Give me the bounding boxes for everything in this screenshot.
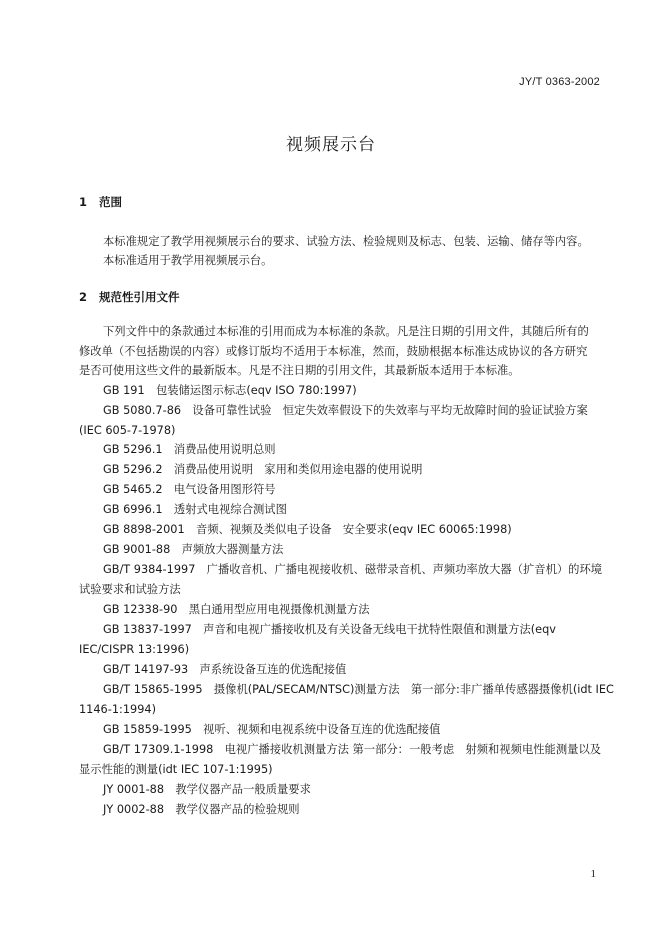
reference-text: GB 12338-90 黑白通用型应用电视摄像机测量方法 <box>103 603 370 616</box>
reference-text: GB 8898-2001 音频、视频及类似电子设备 安全要求(eqv IEC 60065:1998) <box>103 523 512 536</box>
reference-text: GB 5296.2 消费品使用说明 家用和类似用途电器的使用说明 <box>103 463 423 476</box>
reference-entry <box>79 600 594 620</box>
reference-text: GB 191 包装储运图示标志(eqv ISO 780:1997) <box>103 384 357 397</box>
reference-text: GB 5080.7-86 设备可靠性试验 恒定失效率假设下的失效率与平均无故障时间的验证试验方案 <box>103 404 588 417</box>
page-title: 视频展示台 <box>286 135 376 155</box>
section-2-number: 2 <box>79 290 88 304</box>
reference-entry <box>79 560 603 599</box>
reference-entry <box>79 680 614 719</box>
reference-entry <box>79 480 594 500</box>
section-1-title: 范围 <box>99 195 122 209</box>
section-1-paragraph-2: 本标准适用于教学用视频展示台。 <box>103 254 273 267</box>
reference-continuation: 试验要求和试验方法 <box>79 582 181 596</box>
reference-text: GB/T 9384-1997 广播收音机、广播电视接收机、磁带录音机、声频功率放大器（扩音机）的环境 <box>103 563 603 576</box>
reference-text: GB/T 14197-93 声系统设备互连的优选配接值 <box>103 663 347 676</box>
reference-entry <box>79 540 594 560</box>
reference-text: GB 5465.2 电气设备用图形符号 <box>103 483 276 496</box>
section-2-intro-line-2: 修改单（不包括勘误的内容）或修订版均不适用于本标准，然而，鼓励根据本标准达成协议的各方研究 <box>79 345 588 358</box>
reference-entry <box>79 460 594 480</box>
reference-entry <box>79 381 594 401</box>
reference-continuation: IEC/CISPR 13:1996) <box>79 642 190 656</box>
reference-entry <box>79 401 594 440</box>
section-2-intro-line-1: 下列文件中的条款通过本标准的引用而成为本标准的条款。凡是注日期的引用文件，其随后所有的 <box>103 325 589 338</box>
section-2-heading <box>79 289 180 305</box>
reference-text: GB 6996.1 透射式电视综合测试图 <box>103 503 287 516</box>
reference-text: GB 13837-1997 声音和电视广播接收机及有关设备无线电干扰特性限值和测量方法(eqv <box>103 623 556 636</box>
reference-continuation: 1146-1:1994) <box>79 702 156 716</box>
section-2-title: 规范性引用文件 <box>99 290 180 304</box>
reference-entry <box>79 780 594 800</box>
section-1-heading <box>79 194 122 210</box>
reference-text: JY 0001-88 教学仪器产品一般质量要求 <box>103 783 311 796</box>
document-code: JY/T 0363-2002 <box>519 76 600 88</box>
reference-entry <box>79 500 594 520</box>
reference-text: GB 5296.1 消费品使用说明总则 <box>103 443 276 456</box>
reference-text: GB 15859-1995 视听、视频和电视系统中设备互连的优选配接值 <box>103 723 441 736</box>
section-1-paragraph-1: 本标准规定了教学用视频展示台的要求、试验方法、检验规则及标志、包装、运输、储存等内容。 <box>103 235 589 248</box>
reference-entry <box>79 520 594 540</box>
reference-text: GB/T 17309.1-1998 电视广播接收机测量方法 第一部分：一般考虑 射频和视频电性能测量以及 <box>103 743 602 756</box>
reference-continuation: (IEC 605-7-1978) <box>79 423 176 437</box>
reference-entry <box>79 800 594 820</box>
reference-text: JY 0002-88 教学仪器产品的检验规则 <box>103 803 300 816</box>
reference-continuation: 显示性能的测量(idt IEC 107-1:1995) <box>79 762 273 776</box>
reference-text: GB 9001-88 声频放大器测量方法 <box>103 543 284 556</box>
reference-entry <box>79 620 594 659</box>
reference-text: GB/T 15865-1995 摄像机(PAL/SECAM/NTSC)测量方法 第一部分:非广播单传感器摄像机(idt IEC <box>103 683 614 696</box>
reference-entry <box>79 440 594 460</box>
page-number: 1 <box>590 868 596 880</box>
reference-entry <box>79 740 602 779</box>
reference-entry <box>79 660 594 680</box>
section-1-number: 1 <box>79 195 88 209</box>
section-2-intro-line-3: 是否可使用这些文件的最新版本。凡是不注日期的引用文件，其最新版本适用于本标准。 <box>79 364 520 377</box>
reference-entry <box>79 720 594 740</box>
